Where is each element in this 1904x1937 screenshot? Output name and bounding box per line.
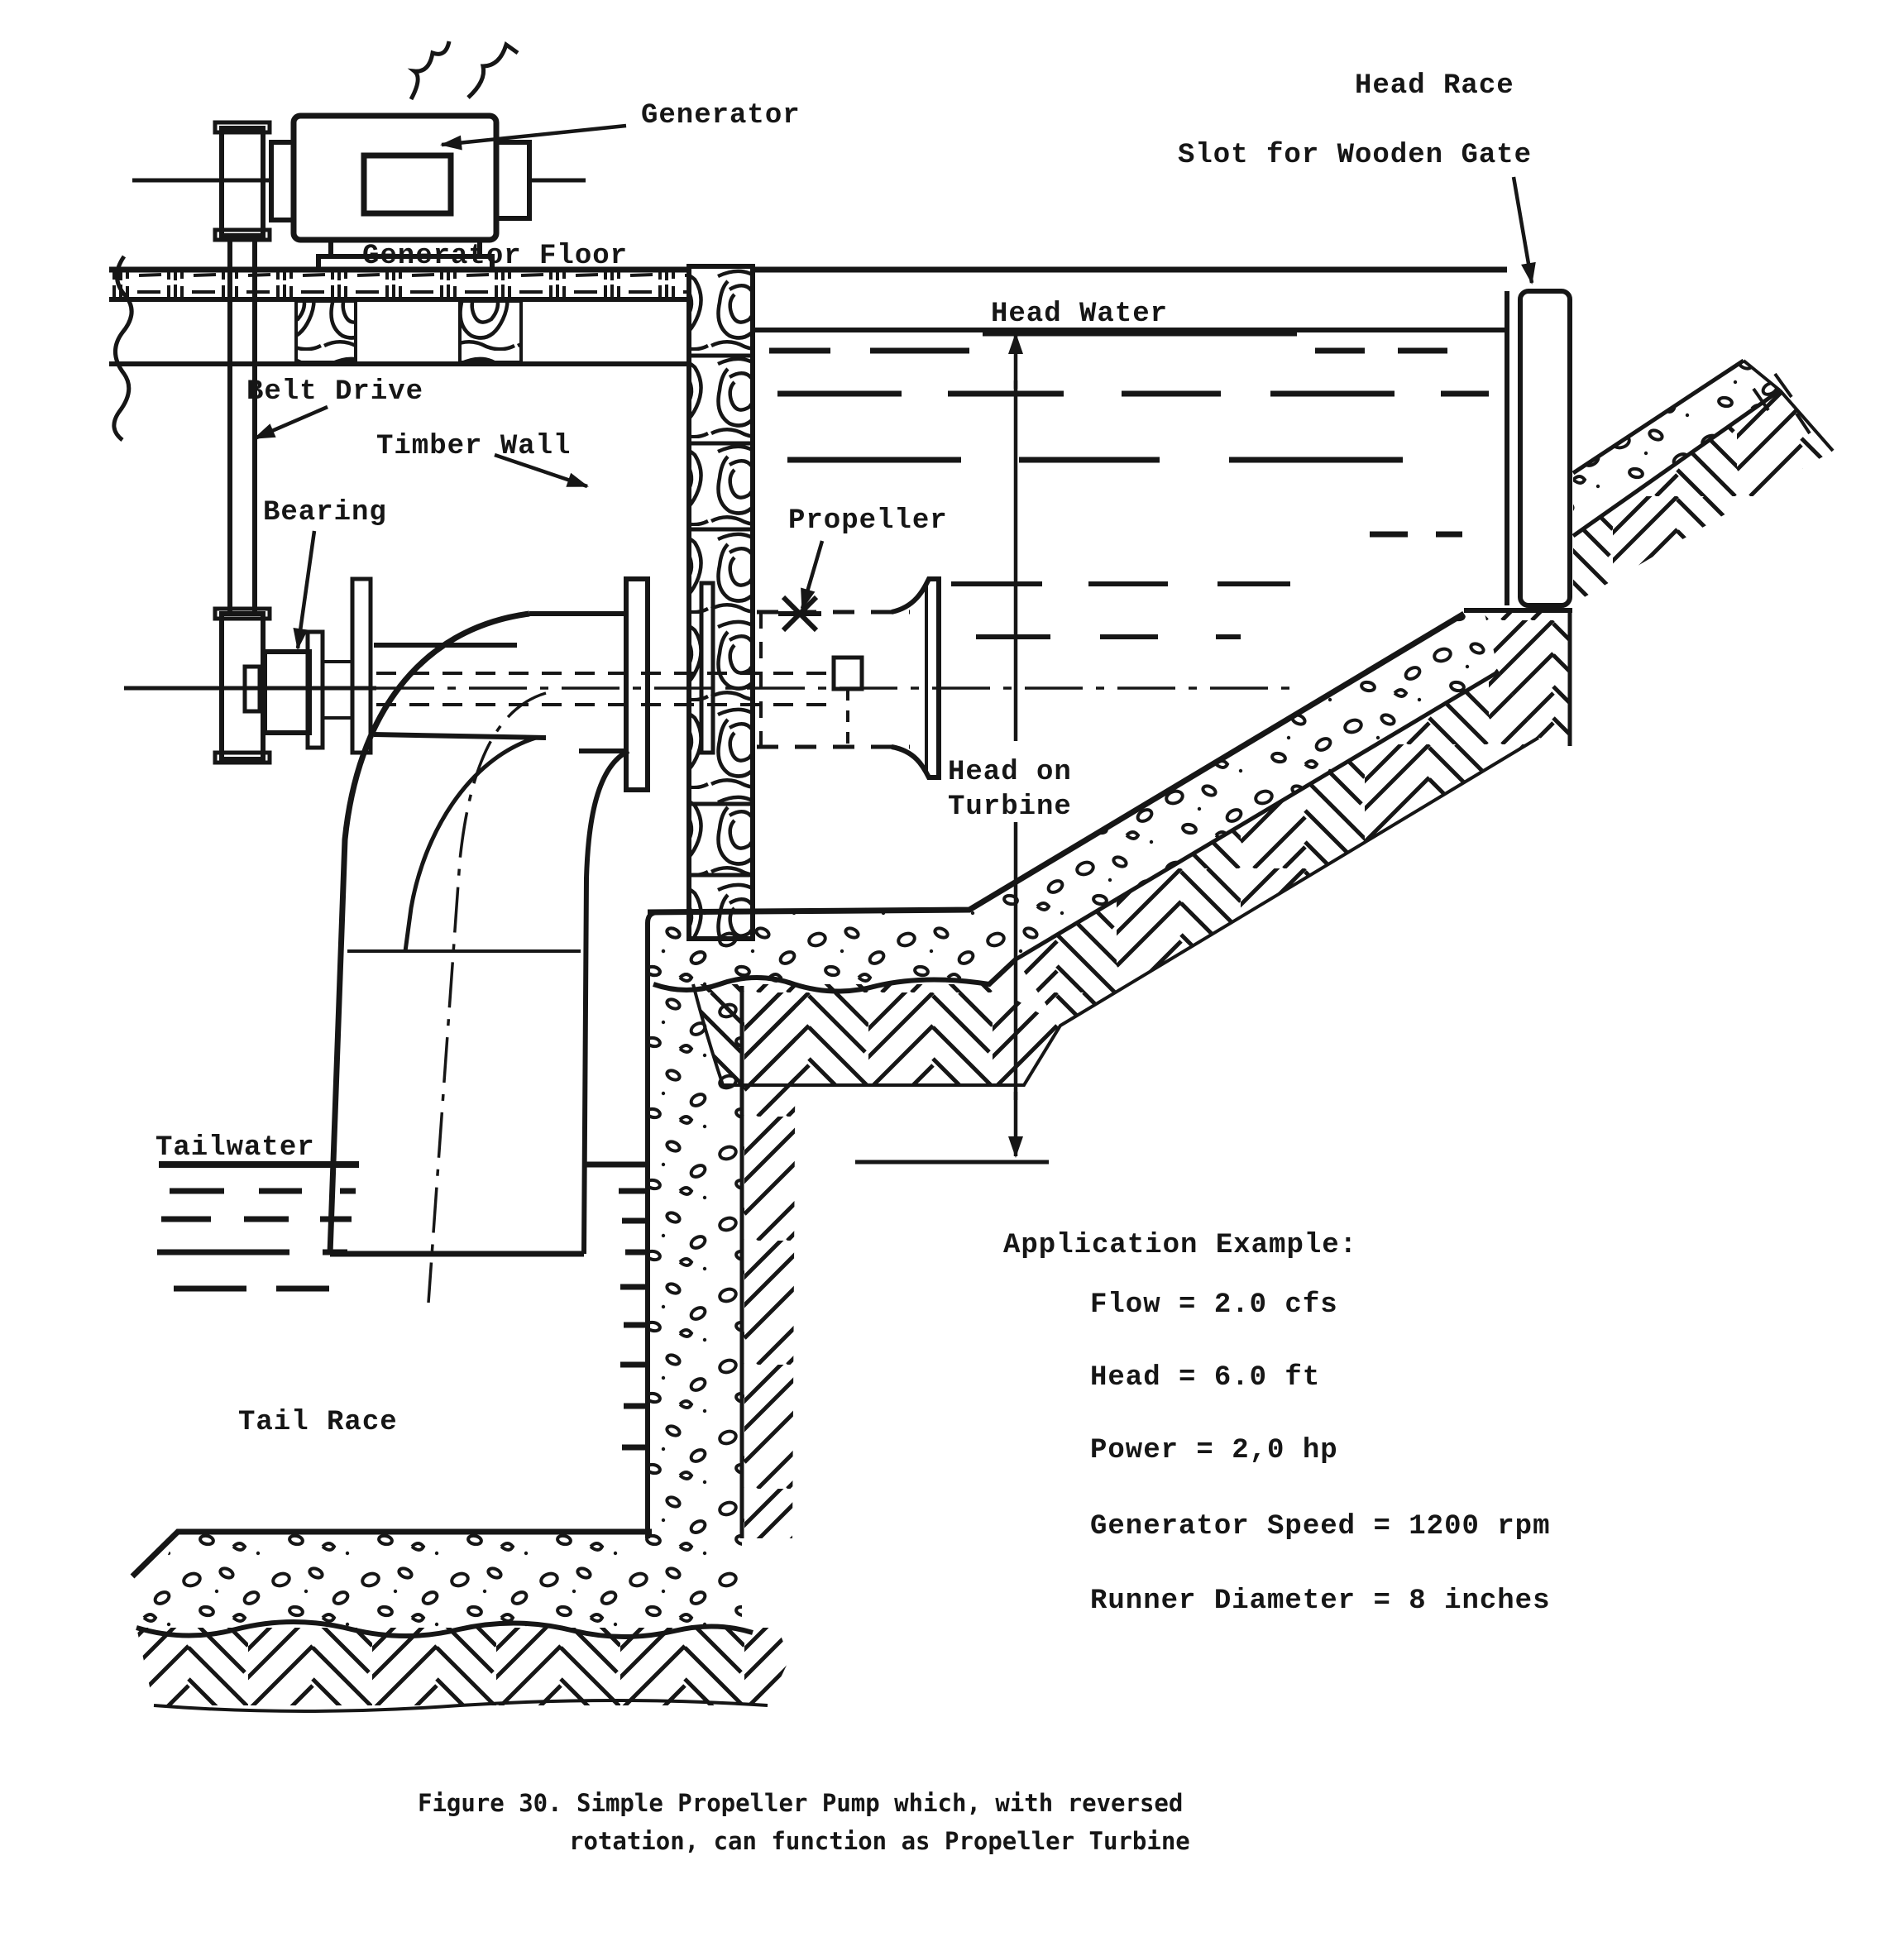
label-belt-drive: Belt Drive: [246, 376, 424, 408]
label-propeller: Propeller: [788, 505, 948, 537]
label-tailwater: Tailwater: [155, 1132, 315, 1164]
figure-caption: [418, 1789, 1190, 1855]
application-example: [1003, 1230, 1551, 1617]
draft-tube-drawing: [330, 614, 629, 1303]
label-head-on-turbine: Turbine: [948, 792, 1072, 823]
label-head-on-turbine: Head on: [948, 757, 1072, 788]
tailwater-water: [157, 1165, 650, 1447]
figure-caption-line2: rotation, can function as Propeller Turbine: [569, 1827, 1190, 1855]
generator-drawing: [132, 41, 586, 270]
application-example-item: Flow = 2.0 cfs: [1090, 1289, 1338, 1321]
application-example-item: Head = 6.0 ft: [1090, 1362, 1321, 1394]
label-tail-race: Tail Race: [238, 1407, 398, 1438]
generator-wire-icon: [411, 41, 449, 99]
belt-drive-arrow: [255, 407, 328, 438]
application-example-item: Power = 2,0 hp: [1090, 1435, 1338, 1466]
propeller-assembly-drawing: [376, 579, 1294, 790]
application-example-title: Application Example:: [1003, 1230, 1358, 1261]
application-example-item: Runner Diameter = 8 inches: [1090, 1585, 1551, 1617]
label-head-race: Head Race: [1355, 70, 1514, 102]
label-generator: Generator: [641, 100, 801, 132]
label-slot-wooden-gate: Slot for Wooden Gate: [1178, 140, 1533, 171]
gate-slot-drawing: [1507, 291, 1570, 605]
embankment-and-concrete: [132, 361, 1833, 1711]
generator-arrow: [442, 126, 626, 145]
label-arrows: [255, 126, 1532, 648]
label-generator-floor: Generator Floor: [362, 241, 629, 272]
gate-slot-arrow: [1514, 177, 1532, 283]
label-bearing: Bearing: [263, 497, 387, 528]
timber-wall-structure: [689, 266, 753, 939]
propeller-mark-icon: [778, 597, 821, 630]
figure-caption-line1: Figure 30. Simple Propeller Pump which, with reversed: [418, 1789, 1184, 1817]
label-head-water: Head Water: [991, 299, 1169, 330]
bearing-assembly-drawing: [124, 579, 376, 753]
application-example-item: Generator Speed = 1200 rpm: [1090, 1511, 1551, 1542]
label-timber-wall: Timber Wall: [376, 431, 572, 462]
generator-wire-icon: [468, 45, 518, 98]
headwater-water: [754, 330, 1507, 637]
